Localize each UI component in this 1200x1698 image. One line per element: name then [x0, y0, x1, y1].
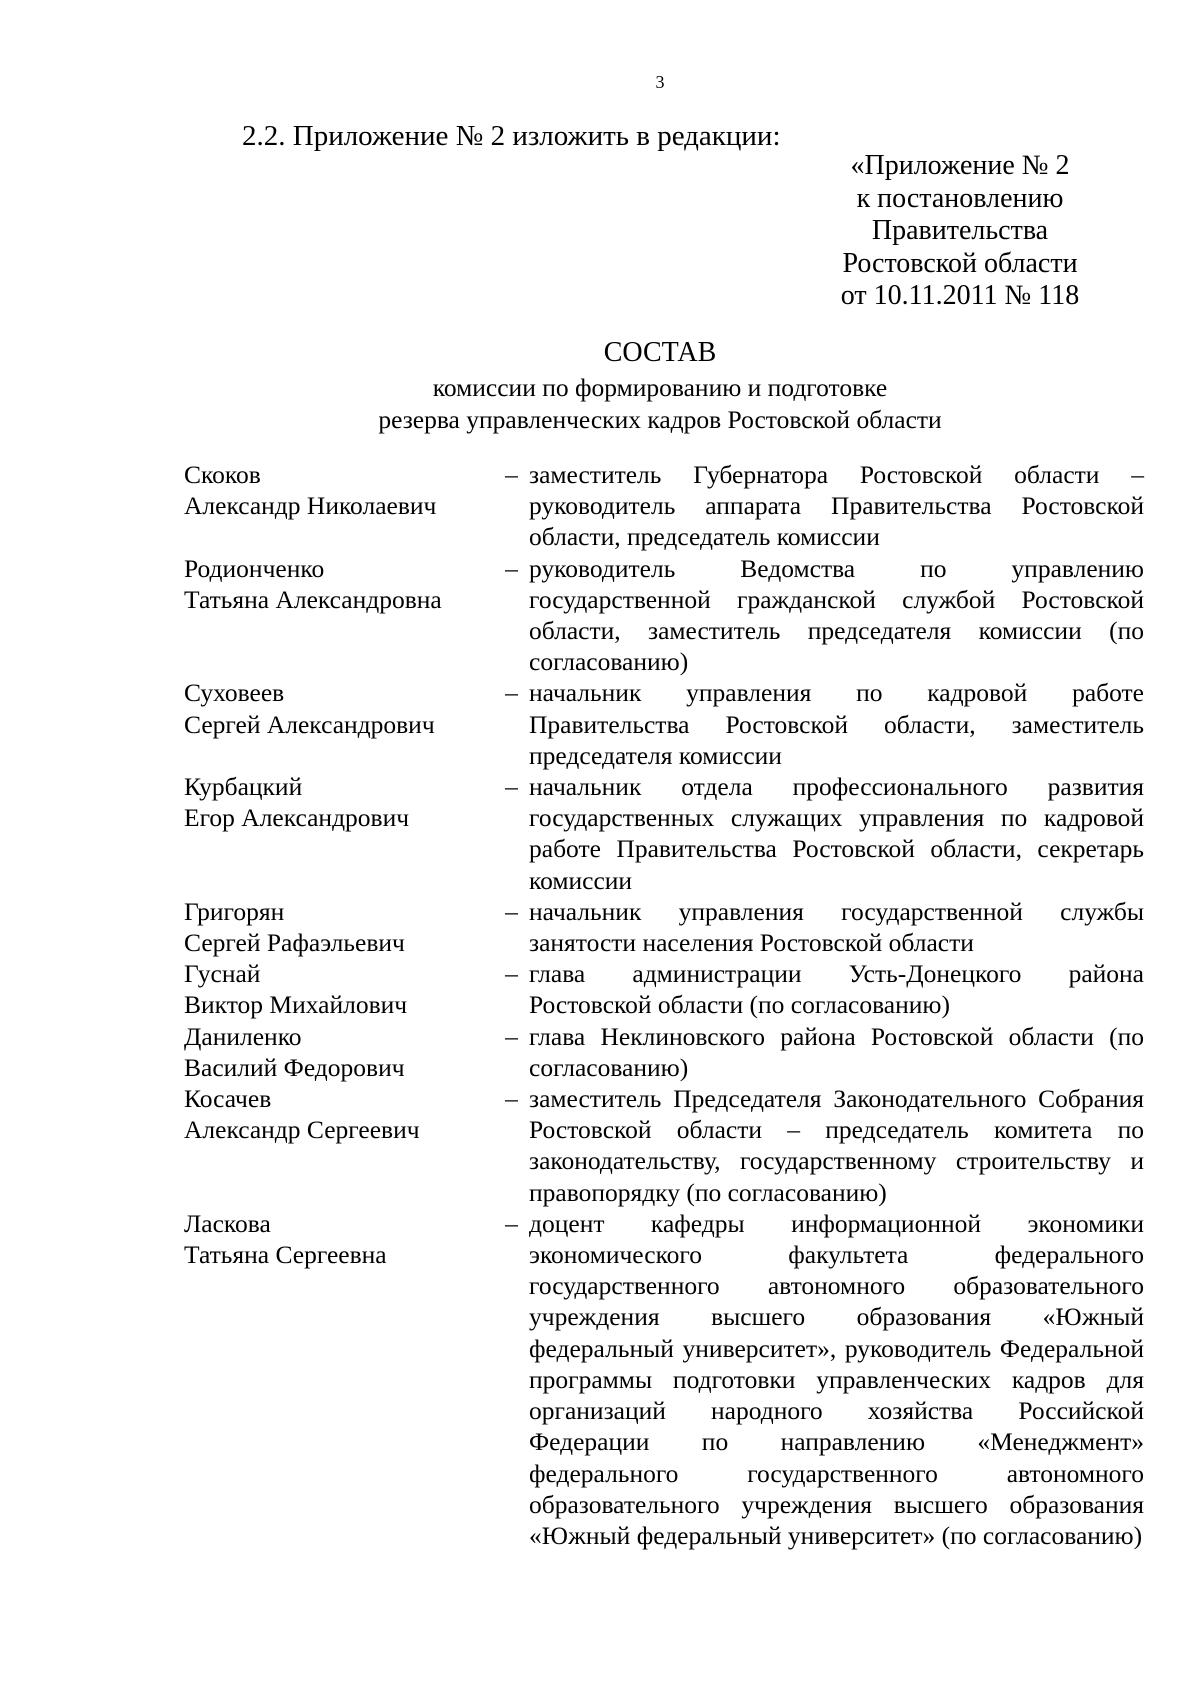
member-dash: – — [505, 896, 518, 926]
member-given-names: Виктор Михайлович — [184, 990, 408, 1020]
document-subtitle — [0, 372, 1200, 436]
member-name — [184, 553, 494, 615]
member-dash: – — [505, 678, 518, 708]
member-given-names: Александр Николаевич — [184, 491, 437, 521]
member-dash: – — [505, 1021, 518, 1051]
member-entry — [184, 958, 1144, 1020]
approval-line: от 10.11.2011 № 118 — [840, 280, 1080, 311]
member-name — [184, 958, 494, 1020]
approval-line: «Приложение № 2 — [850, 150, 1070, 181]
member-name — [184, 896, 494, 958]
approval-line: Ростовской области — [842, 247, 1078, 279]
member-name — [184, 1083, 494, 1145]
member-name — [184, 459, 494, 521]
member-surname: Григорян — [184, 896, 285, 926]
member-entry — [184, 459, 1144, 553]
page-number: 3 — [655, 72, 665, 92]
member-given-names: Татьяна Сергеевна — [184, 1240, 387, 1270]
member-entry — [184, 553, 1144, 678]
approval-line: Правительства — [871, 215, 1049, 246]
member-role: начальник отдела профессионального развития государственных служащих управления по кадровой работе Правительства Ростовской области, секретарь комиссии — [529, 772, 1144, 895]
member-role: глава администрации Усть-Донецкого района Ростовской области (по согласованию) — [529, 959, 1144, 1020]
member-entry — [184, 1083, 1144, 1208]
member-given-names: Татьяна Александровна — [184, 584, 442, 614]
subtitle-line: резерва управленческих кадров Ростовской области — [378, 405, 942, 434]
member-given-names: Сергей Александрович — [184, 709, 435, 739]
member-entry — [184, 677, 1144, 771]
member-surname: Даниленко — [184, 1021, 302, 1051]
member-role: заместитель Председателя Законодательного Собрания Ростовской области – председатель комитета по законодательству, государственному строительству и правопорядку (по согласованию) — [529, 1084, 1144, 1207]
member-given-names: Сергей Рафаэльевич — [184, 928, 405, 958]
member-name — [184, 1208, 494, 1270]
member-dash: – — [505, 1208, 518, 1238]
members-list — [184, 459, 1144, 1551]
member-role: заместитель Губернатора Ростовской области – руководитель аппарата Правительства Ростовской области, председатель комиссии — [529, 460, 1144, 552]
member-entry — [184, 896, 1144, 958]
member-surname: Ласкова — [184, 1208, 271, 1238]
member-dash: – — [505, 553, 518, 583]
approval-line: к постановлению — [856, 182, 1064, 214]
member-name — [184, 1021, 494, 1083]
member-entry — [184, 1021, 1144, 1083]
member-role: доцент кафедры информационной экономики экономического факультета федерального государственного автономного образовательного учреждения высшего образования «Южный федеральный университет», руководитель Федеральной программы подготовки управленческих кадров для организаций народного хозяйства Российской Федерации по направлению «Менеджмент» федерального государственного автономного образовательного учреждения высшего образования «Южный федеральный университет» (по согласованию) — [529, 1208, 1144, 1550]
member-role: начальник управления по кадровой работе Правительства Ростовской области, заместитель председателя комиссии — [529, 678, 1144, 770]
member-dash: – — [505, 1084, 518, 1114]
approval-block — [830, 150, 1090, 313]
member-dash: – — [505, 460, 518, 489]
member-dash: – — [505, 959, 518, 989]
member-name — [184, 771, 494, 833]
member-entry — [184, 1208, 1144, 1551]
member-given-names: Василий Федорович — [184, 1052, 405, 1082]
member-role: начальник управления государственной службы занятости населения Ростовской области — [529, 896, 1144, 958]
member-given-names: Александр Сергеевич — [184, 1115, 420, 1145]
member-surname: Косачев — [184, 1084, 272, 1114]
member-entry — [184, 771, 1144, 896]
member-surname: Суховеев — [184, 678, 285, 708]
member-role: глава Неклиновского района Ростовской области (по согласованию) — [529, 1021, 1144, 1082]
subtitle-line: комиссии по формированию и подготовке — [432, 373, 888, 402]
section-heading: 2.2. Приложение № 2 изложить в редакции: — [242, 120, 781, 152]
member-dash: – — [505, 772, 518, 802]
document-title: СОСТАВ — [603, 337, 717, 368]
member-surname: Курбацкий — [184, 772, 303, 802]
member-name — [184, 677, 494, 739]
member-surname: Родионченко — [184, 553, 325, 583]
member-surname: Скоков — [184, 460, 261, 489]
member-given-names: Егор Александрович — [184, 803, 410, 833]
member-role: руководитель Ведомства по управлению государственной гражданской службой Ростовской области, заместитель председателя комиссии (по согласованию) — [529, 553, 1144, 677]
member-surname: Гуснай — [184, 959, 261, 989]
